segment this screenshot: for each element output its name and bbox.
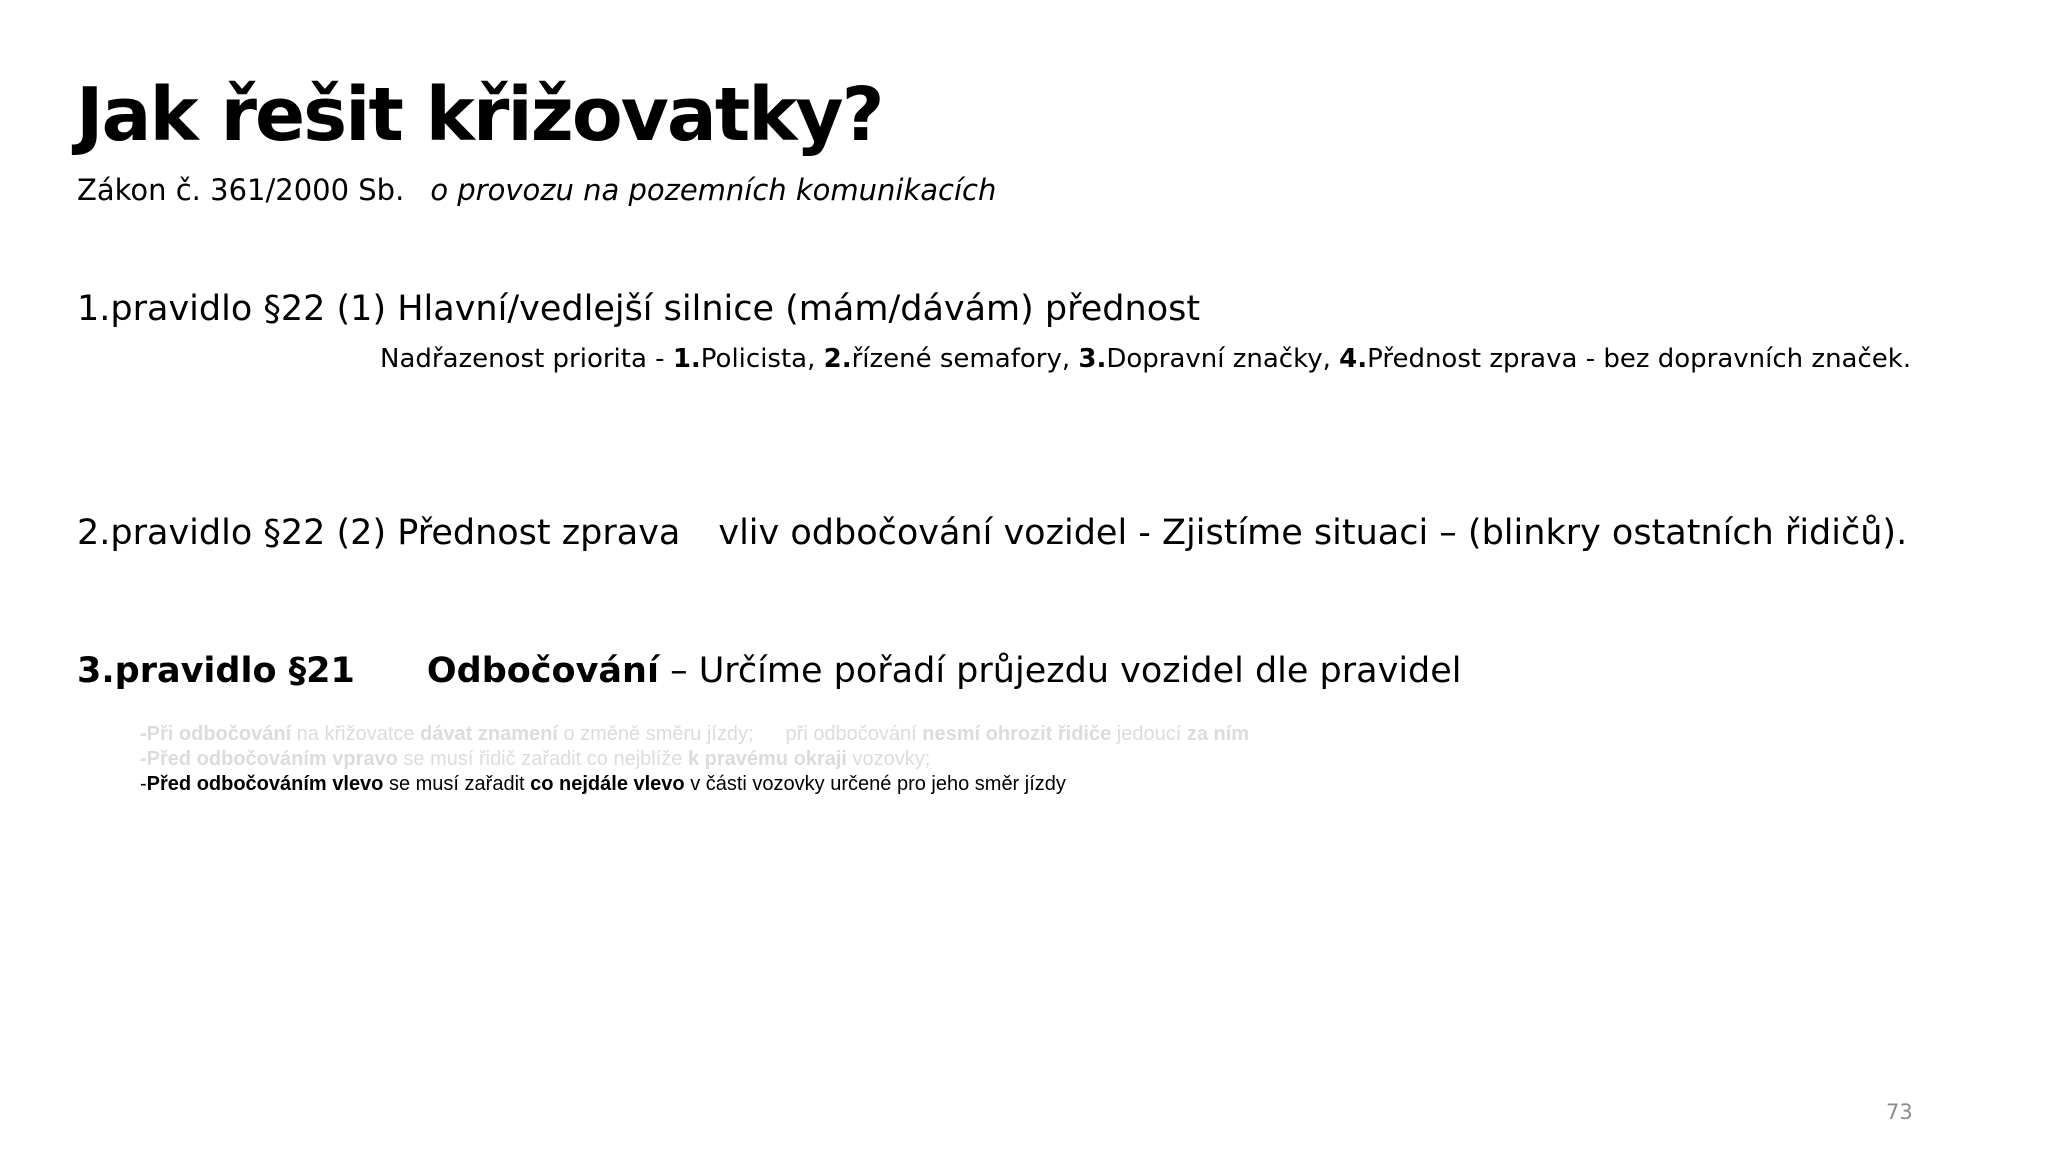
law-number: Zákon č. 361/2000 Sb. [77,173,405,207]
list-item-part: dávat znamení [420,723,558,745]
priority-order [380,346,1911,372]
priority-num-2: 2. [823,344,852,374]
rule-1: 1.pravidlo §22 (1) Hlavní/vedlejší silnice (mám/dávám) přednost [77,289,1201,329]
list-item-part: Před odbočováním vlevo [146,773,384,795]
priority-num-1: 1. [672,344,701,374]
list-item-part: -Před odbočováním vpravo [140,748,398,770]
list-item-part: - [140,773,147,795]
rule-3-label: 3.pravidlo §21 [77,651,355,691]
rule-3-detail: – Určíme pořadí průjezdu vozidel dle pravidel [658,651,1462,691]
list-item [140,722,1249,747]
list-item-part: k pravému okraji [687,748,847,770]
list-item-part: vozovky; [846,748,931,770]
list-item-part: nesmí ohrozit řidiče [922,723,1112,745]
list-item-part: se musí řidič zařadit co nejblíže [397,748,688,770]
list-item-part: jedoucí [1111,723,1187,745]
priority-item-1: Policista, [700,344,824,374]
list-item [140,772,1249,797]
law-reference [77,173,997,207]
slide-title: Jak řešit křižovatky? [76,72,883,158]
turning-rules-list [140,722,1249,797]
law-name: o provozu na pozemních komunikacích [430,173,997,207]
page-number: 73 [1886,1100,1913,1124]
priority-item-2: řízené semafory, [851,344,1079,374]
list-item-part: -Při odbočování [140,723,292,745]
list-item-part: na křižovatce [291,723,421,745]
list-item-part: při odbočování [785,723,923,745]
priority-item-4: Přednost zprava - bez dopravních značek. [1367,344,1912,374]
list-item-part: o změně směru jízdy; [557,723,754,745]
rule-3 [77,651,1462,691]
priority-item-3: Dopravní značky, [1106,344,1340,374]
list-item-part: se musí zařadit [383,773,531,795]
list-item-part: v části vozovky určené pro jeho směr jízdy [684,773,1066,795]
priority-num-4: 4. [1339,344,1368,374]
rule-2-label: 2.pravidlo §22 (2) Přednost zprava [77,513,681,553]
rule-3-heading: Odbočování [426,651,659,691]
list-item [140,747,1249,772]
priority-lead: Nadřazenost priorita - [380,344,673,374]
list-item-part: co nejdále vlevo [530,773,685,795]
rule-2-detail: vliv odbočování vozidel - Zjistíme situaci – (blinkry ostatních řidičů). [718,513,1908,553]
list-item-part: za ním [1186,723,1250,745]
priority-num-3: 3. [1078,344,1107,374]
rule-2 [77,513,1908,553]
